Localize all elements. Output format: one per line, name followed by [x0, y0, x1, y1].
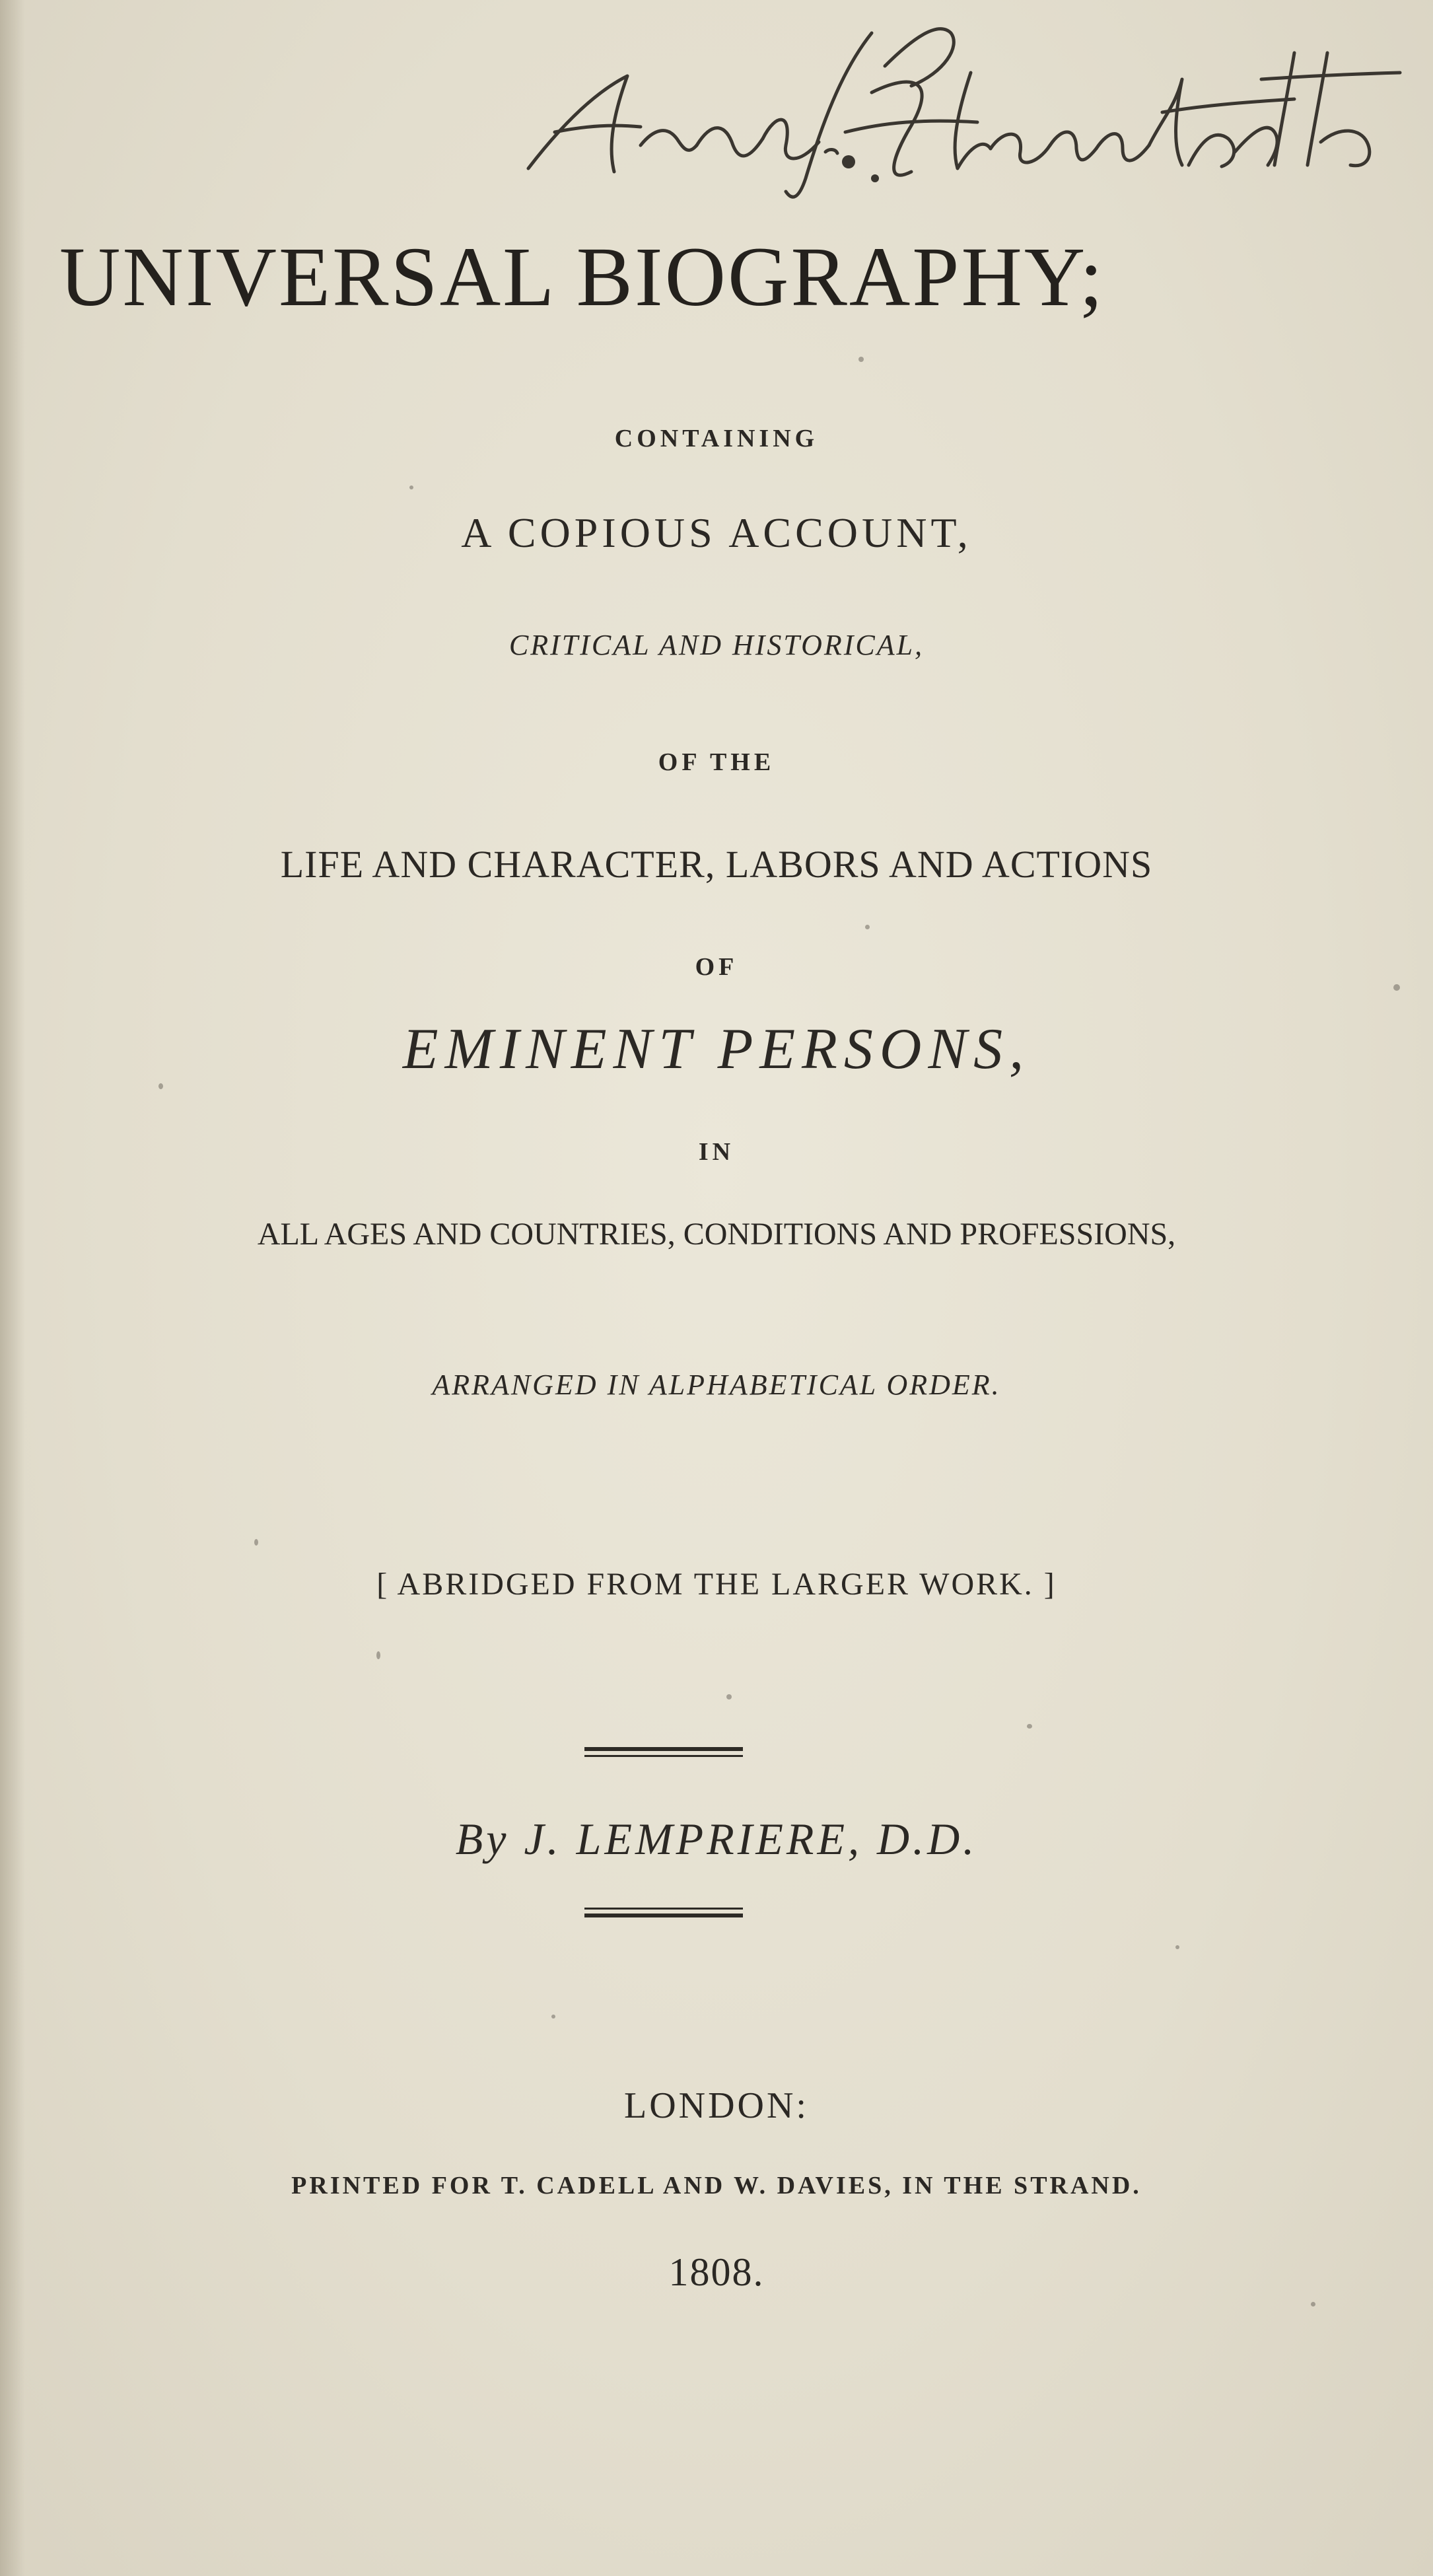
paper-speck	[726, 1694, 732, 1699]
paper-speck	[1027, 1724, 1032, 1729]
paper-speck	[376, 1651, 380, 1659]
paper-speck	[254, 1539, 258, 1546]
containing-line: CONTAINING	[614, 425, 819, 452]
life-character-line: LIFE AND CHARACTER, LABORS AND ACTIONS	[280, 843, 1153, 886]
critical-historical-line: CRITICAL AND HISTORICAL,	[508, 629, 925, 661]
paper-speck	[1175, 1945, 1179, 1949]
paper-speck	[858, 357, 864, 362]
paper-speck	[865, 925, 870, 929]
imprint-printer: PRINTED FOR T. CADELL AND W. DAVIES, IN THE STRAND.	[291, 2172, 1142, 2200]
arranged-line: ARRANGED IN ALPHABETICAL ORDER.	[432, 1369, 1001, 1401]
imprint-city: LONDON:	[624, 2085, 809, 2126]
paper-speck	[1393, 984, 1400, 991]
of-line: OF	[695, 953, 738, 981]
paper-speck	[409, 485, 413, 489]
paper-speck	[551, 2015, 555, 2019]
author-line: By J. LEMPRIERE, D.D.	[455, 1814, 978, 1864]
handwritten-signature	[515, 13, 1413, 211]
in-line: IN	[698, 1138, 735, 1166]
double-rule-bottom	[584, 1908, 743, 1922]
eminent-persons-line: EMINENT PERSONS,	[402, 1017, 1031, 1081]
paper-speck	[1311, 2302, 1315, 2307]
copious-account-line: A COPIOUS ACCOUNT,	[461, 509, 972, 556]
abridged-line: [ ABRIDGED FROM THE LARGER WORK. ]	[376, 1567, 1057, 1602]
double-rule-top	[584, 1747, 743, 1762]
paper-speck	[158, 1083, 163, 1089]
book-title: UNIVERSAL BIOGRAPHY;	[59, 230, 1105, 324]
all-ages-line: ALL AGES AND COUNTRIES, CONDITIONS AND PROFESSIONS,	[257, 1217, 1176, 1252]
of-the-line: OF THE	[658, 748, 775, 776]
imprint-year: 1808.	[668, 2250, 765, 2294]
